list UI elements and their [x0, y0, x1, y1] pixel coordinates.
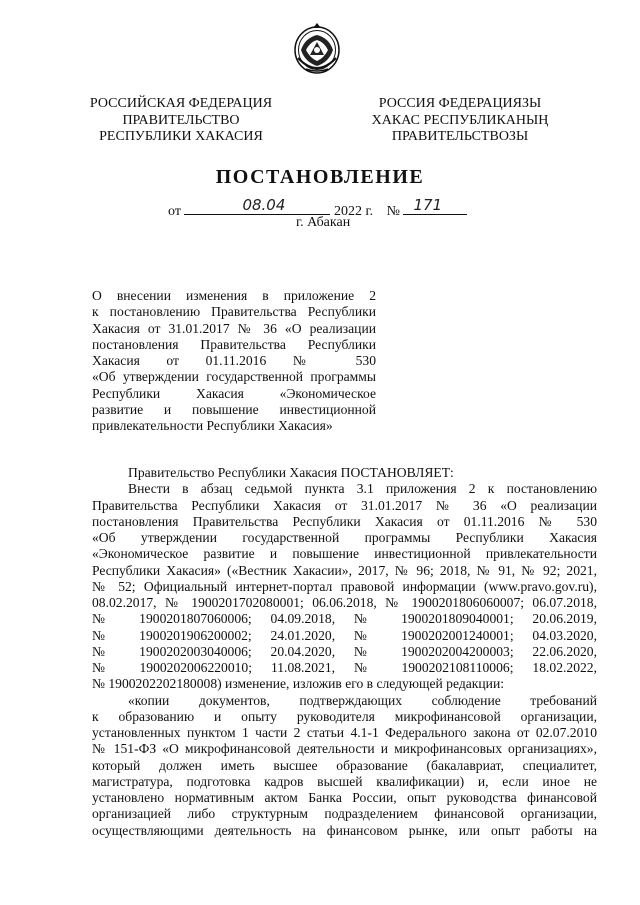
- body-line: организацией либо структурным подразделением финансовой организации,: [92, 806, 597, 822]
- year-label: 2022 г.: [333, 204, 374, 219]
- body-line: «Экономическое развитие и повышение инвестиционной привлекательности: [92, 546, 597, 562]
- body-line: № 1900202003040006; 20.04.2020, № 1900202004200003; 22.06.2020,: [92, 643, 597, 659]
- coat-of-arms-emblem: [292, 22, 342, 76]
- date-blank: [184, 198, 330, 215]
- body-line: Республики Хакасия» («Вестник Хакасии», 2017, № 96; 2018, № 91, № 92; 2021,: [92, 562, 597, 578]
- handwritten-date: 08.04: [242, 196, 286, 214]
- body-line: № 1900202006220010; 11.08.2021, № 1900202108110006; 18.02.2022,: [92, 660, 597, 675]
- subject-line: привлекательности Республики Хакасия»: [92, 418, 333, 434]
- date-number-line: [168, 196, 467, 219]
- subject-line: О внесении изменения в приложение 2: [92, 288, 376, 303]
- subject-line: развитие и повышение инвестиционной: [92, 402, 376, 418]
- body-line: Внести в абзац седьмой пункта 3.1 приложения 2 к постановлению: [128, 481, 597, 497]
- body-line: к образованию и опыту руководителя микрофинансовой организации,: [92, 708, 597, 724]
- body-text: [92, 465, 597, 839]
- header-left-block: [76, 96, 286, 146]
- body-line: Правительство Республики Хакасия ПОСТАНОВЛЯЕТ:: [128, 465, 454, 480]
- header-right-line: ПРАВИТЕЛЬСТВОЗЫ: [391, 129, 529, 144]
- body-line: 08.02.2017, № 1900201702080001; 06.06.2018, № 1900201806060007; 06.07.2018,: [92, 595, 597, 610]
- handwritten-number: 171: [413, 196, 443, 214]
- body-line: постановления Правительства Республики Хакасия от 01.11.2016 № 530: [92, 513, 597, 529]
- header-right-line: ХАКАС РЕСПУБЛИКАНЫҢ: [371, 112, 549, 128]
- header-left-line: РОССИЙСКАЯ ФЕДЕРАЦИЯ: [89, 96, 273, 111]
- subject-line: Республики Хакасия «Экономическое: [92, 385, 376, 401]
- body-line: установлено нормативным актом Банка России, опыт руководства финансовой: [92, 790, 597, 805]
- body-line: «копии документов, подтверждающих соблюдение требований: [128, 692, 597, 708]
- body-line: № 52; Официальный интернет-портал правовой информации (www.pravo.gov.ru),: [92, 578, 597, 594]
- body-line: Правительства Республики Хакасия от 31.01.2017 № 36 «О реализации: [92, 497, 597, 513]
- body-line: который должен иметь высшее образование (бакалавриат, специалитет,: [92, 757, 597, 773]
- body-line: № 1900201807060006; 04.09.2018, № 1900201809040001; 20.06.2019,: [92, 611, 597, 627]
- body-line: осуществляющими деятельность на финансовом рынке, или опыт работы на: [92, 822, 597, 838]
- subject-line: постановления Правительства Республики: [92, 336, 376, 352]
- city-label: г. Абакан: [296, 215, 351, 230]
- subject-line: Хакасия от 31.01.2017 № 36 «О реализации: [92, 320, 376, 336]
- from-label: от: [168, 204, 181, 219]
- body-line: № 1900201906200002; 24.01.2020, № 1900202001240001; 04.03.2020,: [92, 627, 597, 643]
- document-title: ПОСТАНОВЛЕНИЕ: [215, 166, 425, 188]
- header-left-line: ПРАВИТЕЛЬСТВО: [122, 112, 240, 128]
- number-blank: [403, 198, 467, 215]
- body-line: магистратура, подготовка кадров высшей квалификации) и, если иное не: [92, 773, 597, 789]
- number-sign: №: [386, 204, 400, 219]
- body-line: № 1900202202180008) изменение, изложив его в следующей редакции:: [92, 676, 504, 692]
- body-line: установленных пунктом 1 части 2 статьи 4.1-1 Федерального закона от 02.07.2010: [92, 725, 597, 740]
- subject-line: «Об утверждении государственной программы: [92, 369, 376, 385]
- header-left-line: РЕСПУБЛИКИ ХАКАСИЯ: [99, 129, 263, 144]
- header-right-line: РОССИЯ ФЕДЕРАЦИЯЗЫ: [378, 96, 542, 111]
- subject-line: к постановлению Правительства Республики: [92, 304, 376, 320]
- subject-line: Хакасия от 01.11.2016 № 530: [92, 353, 376, 369]
- body-line: «Об утверждении государственной программы Республики Хакасия: [92, 530, 597, 545]
- body-line: № 151-ФЗ «О микрофинансовой деятельности и микрофинансовых организациях»,: [92, 741, 597, 757]
- header-right-block: [360, 96, 560, 146]
- subject-block: [92, 288, 376, 435]
